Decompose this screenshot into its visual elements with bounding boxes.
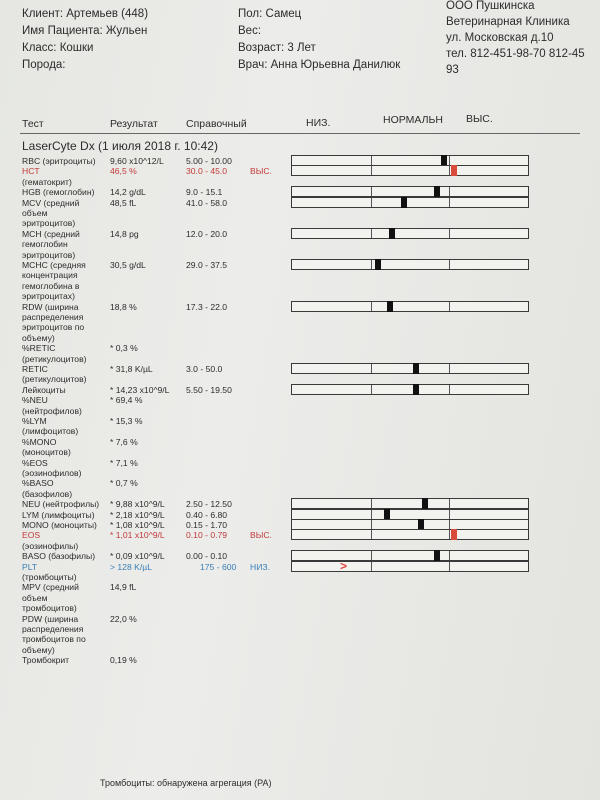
- range-bar: [291, 155, 529, 166]
- col-result: Результат: [110, 118, 158, 130]
- range-bar: [291, 384, 529, 395]
- row-reference: 12.0 - 20.0: [186, 228, 228, 239]
- row-label: %RETIC: [22, 343, 56, 354]
- range-bar-tick: [371, 385, 372, 394]
- row-result: 9,60 x10^12/L: [110, 156, 164, 166]
- row-result: 0,19 %: [110, 655, 137, 666]
- range-bar-tick: [371, 198, 372, 207]
- value-marker: [384, 509, 390, 520]
- row-label: EOS: [22, 530, 41, 541]
- row-flag: НИЗ.: [250, 561, 270, 572]
- row-result: * 1,01 x10^9/L: [110, 530, 165, 541]
- range-bar-tick: [449, 156, 450, 165]
- row-label: тромбоцитов по: [22, 634, 86, 645]
- range-bar: [291, 165, 529, 176]
- weight-line: Вес:: [238, 25, 262, 37]
- row-reference: 0.10 - 0.79: [186, 530, 228, 541]
- row-flag: ВЫС.: [250, 530, 272, 541]
- row-label: (эозинофилов): [22, 468, 82, 478]
- row-result: > 128 K/µL: [110, 561, 152, 572]
- row-label: %EOS: [22, 457, 48, 468]
- row-label: MCH (средний: [22, 228, 80, 239]
- row-reference: 0.40 - 6.80: [186, 509, 228, 520]
- row-reference: 5.00 - 10.00: [186, 156, 232, 166]
- range-bar-tick: [449, 510, 450, 519]
- value-marker: [413, 363, 419, 374]
- row-label: RDW (ширина: [22, 301, 79, 312]
- row-label: гемоглобина в: [22, 280, 80, 291]
- range-bar: [291, 363, 529, 374]
- row-result: * 0,7 %: [110, 478, 138, 489]
- row-label: (нейтрофилов): [22, 405, 82, 416]
- range-bar-tick: [371, 260, 372, 269]
- range-bar: [291, 197, 529, 208]
- row-result: * 1,08 x10^9/L: [110, 520, 165, 530]
- section-title: LaserCyte Dx (1 июля 2018 г. 10:42): [22, 139, 218, 153]
- sex-line: Пол: Самец: [238, 8, 302, 20]
- range-bar-tick: [371, 187, 372, 196]
- row-label: объем: [22, 208, 48, 218]
- row-label: объем: [22, 592, 48, 603]
- range-bar-tick: [371, 302, 372, 311]
- value-marker: [413, 384, 419, 395]
- row-result: * 9,88 x10^9/L: [110, 499, 165, 510]
- age-line: Возраст: 3 Лет: [238, 42, 316, 54]
- row-label: MCV (средний: [22, 197, 80, 208]
- row-label: MPV (средний: [22, 582, 79, 593]
- row-label: гемоглобин: [22, 239, 68, 250]
- row-reference: 9.0 - 15.1: [186, 187, 223, 198]
- row-flag: ВЫС.: [250, 166, 272, 177]
- row-result: * 2,18 x10^9/L: [110, 509, 165, 520]
- row-label: эритроцитов): [22, 249, 76, 260]
- row-result: * 0,09 x10^9/L: [110, 551, 165, 562]
- range-bar-tick: [449, 520, 450, 529]
- value-marker: [401, 197, 407, 208]
- clinic-org: ООО Пушкинска: [446, 0, 535, 12]
- range-bar-tick: [371, 166, 372, 175]
- row-result: * 7,6 %: [110, 436, 138, 447]
- range-bar: [291, 498, 529, 509]
- header-divider: [20, 133, 580, 134]
- row-result: * 31,8 K/µL: [110, 364, 153, 374]
- row-label: PDW (ширина: [22, 613, 79, 624]
- value-marker: [434, 186, 440, 197]
- range-bar-tick: [449, 364, 450, 373]
- row-label: распределения: [22, 312, 84, 322]
- range-bar: [291, 186, 529, 197]
- row-label: (моноцитов): [22, 447, 71, 458]
- row-label: тромбоцитов): [22, 603, 77, 614]
- row-result: * 15,3 %: [110, 416, 143, 426]
- row-label: BASO (базофилы): [22, 551, 96, 562]
- row-reference: 175 - 600: [200, 561, 237, 572]
- row-label: эритроцитов по: [22, 322, 85, 333]
- range-bar-tick: [371, 520, 372, 529]
- row-label: MONO (моноциты): [22, 520, 97, 530]
- range-bar-tick: [449, 385, 450, 394]
- row-reference: 30.0 - 45.0: [186, 166, 228, 177]
- range-bar-tick: [449, 562, 450, 571]
- row-reference: 41.0 - 58.0: [186, 197, 228, 208]
- row-result: 46,5 %: [110, 166, 137, 177]
- row-label: MCHC (средняя: [22, 260, 86, 270]
- range-bar-tick: [449, 229, 450, 238]
- value-marker: [434, 550, 440, 561]
- col-normal: НОРМАЛЬН: [383, 114, 443, 126]
- row-label: (тромбоциты): [22, 572, 77, 582]
- range-bar: [291, 529, 529, 540]
- row-result: * 14,23 x10^9/L: [110, 384, 170, 395]
- range-bar: [291, 509, 529, 520]
- row-label: %LYM: [22, 416, 47, 426]
- range-bar-tick: [371, 562, 372, 571]
- range-bar-tick: [449, 302, 450, 311]
- row-label: HGB (гемоглобин): [22, 187, 95, 198]
- row-result: 30,5 g/dL: [110, 260, 146, 270]
- row-label: объему): [22, 644, 55, 655]
- clinic-phone-cont: 93: [446, 64, 459, 76]
- clinic-address: ул. Московская д.10: [446, 32, 554, 44]
- row-reference: 17.3 - 22.0: [186, 301, 228, 312]
- row-label: RBC (эритроциты): [22, 156, 96, 166]
- col-low: НИЗ.: [306, 117, 331, 129]
- range-bar-tick: [371, 229, 372, 238]
- row-label: PLT: [22, 561, 38, 572]
- row-result: 14,8 pg: [110, 228, 139, 239]
- value-marker: [389, 228, 395, 239]
- range-bar-tick: [371, 364, 372, 373]
- range-bar-tick: [449, 260, 450, 269]
- row-reference: 0.15 - 1.70: [186, 520, 228, 530]
- row-label: объему): [22, 332, 55, 343]
- value-marker: [387, 301, 393, 312]
- footnote: Тромбоциты: обнаружена агрегация (PA): [100, 778, 272, 788]
- col-high: ВЫС.: [466, 113, 493, 125]
- doctor-line: Врач: Анна Юрьевна Данилюк: [238, 59, 401, 71]
- row-label: (гематокрит): [22, 176, 72, 187]
- clinic-phone: тел. 812-451-98-70 812-45: [446, 48, 585, 60]
- patient-line: Имя Пациента: Жульен: [22, 25, 148, 37]
- row-reference: 0.00 - 0.10: [186, 551, 228, 562]
- breed-line: Порода:: [22, 59, 66, 71]
- range-bar-tick: [371, 530, 372, 539]
- value-marker: [422, 498, 428, 509]
- col-reference: Справочный: [186, 118, 247, 130]
- range-bar-tick: [449, 551, 450, 560]
- row-result: 18,8 %: [110, 301, 137, 312]
- row-label: (эозинофилы): [22, 540, 79, 551]
- range-bar-tick: [449, 198, 450, 207]
- row-reference: 5.50 - 19.50: [186, 384, 232, 395]
- range-bar: [291, 558, 529, 573]
- value-marker: [375, 259, 381, 270]
- col-test: Тест: [22, 118, 44, 130]
- range-bar-tick: [371, 510, 372, 519]
- row-result: 14,9 fL: [110, 582, 137, 593]
- row-label: распределения: [22, 624, 84, 634]
- row-label: Лейкоциты: [22, 384, 66, 395]
- range-bar: [291, 228, 529, 239]
- row-result: * 7,1 %: [110, 457, 138, 468]
- row-label: (ретикулоцитов): [22, 374, 87, 385]
- row-label: (базофилов): [22, 488, 73, 499]
- value-marker: [418, 519, 424, 530]
- below-range-arrow-icon: >: [340, 558, 348, 573]
- range-bar: [291, 519, 529, 530]
- range-bar-tick: [371, 499, 372, 508]
- row-label: %NEU: [22, 395, 48, 406]
- row-reference: 2.50 - 12.50: [186, 499, 232, 510]
- range-bar-tick: [449, 187, 450, 196]
- row-result: 14,2 g/dL: [110, 187, 146, 198]
- value-marker: [451, 529, 457, 540]
- client-line: Клиент: Артемьев (448): [22, 8, 149, 20]
- row-reference: 29.0 - 37.5: [186, 260, 228, 270]
- range-bar-tick: [449, 499, 450, 508]
- class-line: Класс: Кошки: [22, 42, 94, 54]
- row-label: эритроцитах): [22, 291, 75, 302]
- range-bar: [291, 259, 529, 270]
- row-result: * 69,4 %: [110, 395, 143, 406]
- row-label: эритроцитов): [22, 218, 76, 229]
- range-bar-tick: [371, 551, 372, 560]
- row-result: * 0,3 %: [110, 343, 138, 354]
- range-bar: [291, 301, 529, 312]
- row-result: 48,5 fL: [110, 197, 137, 208]
- row-label: %MONO: [22, 436, 57, 447]
- row-label: HCT: [22, 166, 40, 177]
- row-label: (лимфоцитов): [22, 426, 79, 437]
- row-reference: 3.0 - 50.0: [186, 364, 223, 374]
- row-label: %BASO: [22, 478, 54, 489]
- row-label: (ретикулоцитов): [22, 353, 87, 364]
- value-marker: [451, 165, 457, 176]
- row-result: 22,0 %: [110, 613, 137, 624]
- clinic-name: Ветеринарная Клиника: [446, 16, 570, 28]
- value-marker: [441, 155, 447, 166]
- row-label: LYM (лимфоциты): [22, 509, 95, 520]
- row-label: NEU (нейтрофилы): [22, 499, 100, 510]
- range-bar-tick: [371, 156, 372, 165]
- row-label: Тромбокрит: [22, 655, 70, 666]
- row-label: концентрация: [22, 270, 78, 281]
- range-bar: [291, 550, 529, 561]
- row-label: RETIC: [22, 364, 48, 374]
